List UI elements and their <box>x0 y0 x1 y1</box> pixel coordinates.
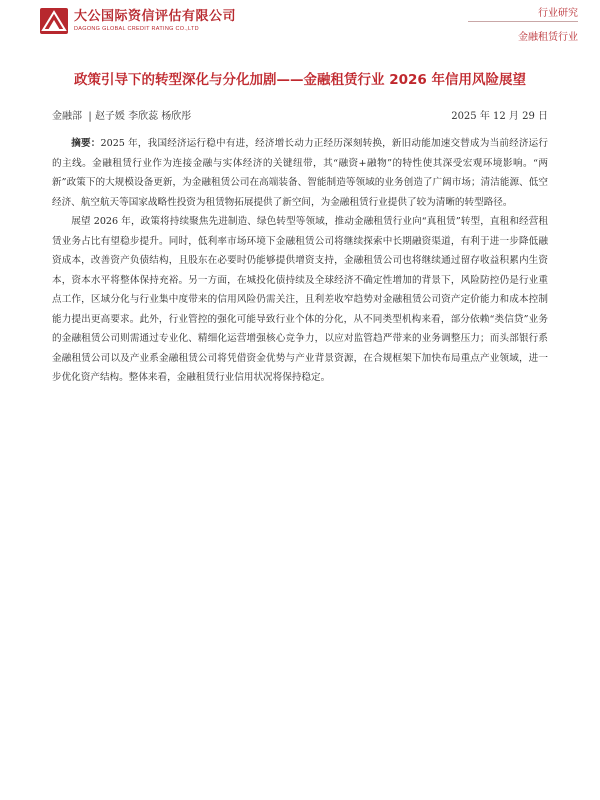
page-header <box>0 0 600 50</box>
report-category: 行业研究 <box>538 8 578 19</box>
abstract-paragraph <box>52 134 548 212</box>
report-subcategory: 金融租赁行业 <box>518 32 578 43</box>
report-date: 2025 年 12 月 29 日 <box>451 111 548 122</box>
dagong-logo-icon <box>40 8 68 34</box>
meta-separator: | <box>85 111 92 122</box>
logo-cn-text: 大公国际资信评估有限公司 <box>74 9 237 24</box>
report-title: 政策引导下的转型深化与分化加剧——金融租赁行业 2026 年信用风险展望 <box>74 72 526 88</box>
outlook-paragraph: 展望 2026 年，政策将持续聚焦先进制造、绿色转型等领域，推动金融租赁行业向“真租赁”转型，直租和经营租赁业务占比有望稳步提升。同时，低利率市场环境下金融租赁公司将继续探索中长期融资渠道，有利于进一步降低融资成本，改善资产负债结构，且股东在必要时仍能够提供增资支持，金融租赁公司也将继续通过留存收益积累内生资本，资本水平将整体保持充裕。另一方面，在城投化债持续及全球经济不确定性增加的背景下，风险防控仍是行业重点工作，区域分化与行业集中度带来的信用风险仍需关注，且利差收窄趋势对金融租赁公司资产定价能力和成本控制能力提出更高要求。此外，行业管控的强化可能导致行业个体的分化，从不同类型机构来看，部分依赖“类信贷”业务的金融租赁公司则需通过专业化、精细化运营增强核心竞争力，以应对监管趋严带来的业务调整压力；而头部银行系金融租赁公司以及产业系金融租赁公司将凭借资金优势与产业背景资源，在合规框架下加快布局重点产业领域，进一步优化资产结构。整体来看，金融租赁行业信用状况将保持稳定。 <box>52 216 548 383</box>
report-meta <box>52 107 548 122</box>
header-divider <box>468 21 578 22</box>
company-logo <box>40 8 236 34</box>
report-body <box>52 134 548 388</box>
abstract-text: 2025 年，我国经济运行稳中有进，经济增长动力正经历深刻转换，新旧动能加速交替成为当前经济运行的主线。金融租赁行业作为连接金融与实体经济的关键纽带，其“融资+融物”的特性使其深受宏观环境影响。“两新”政策下的大规模设备更新，为金融租赁公司在高端装备、智能制造等领域的业务创造了广阔市场；清洁能源、低空经济、航空航天等国家战略性投资为租赁物拓展提供了新空间，为金融租赁行业提供了较为清晰的转型路径。 <box>52 138 549 208</box>
authors: 赵子媛 李欣蕊 杨欣彤 <box>94 111 192 122</box>
abstract-label: 摘要： <box>71 138 101 149</box>
logo-en-text: DAGONG GLOBAL CREDIT RATING CO.,LTD <box>74 26 199 32</box>
department: 金融部 <box>52 111 82 122</box>
